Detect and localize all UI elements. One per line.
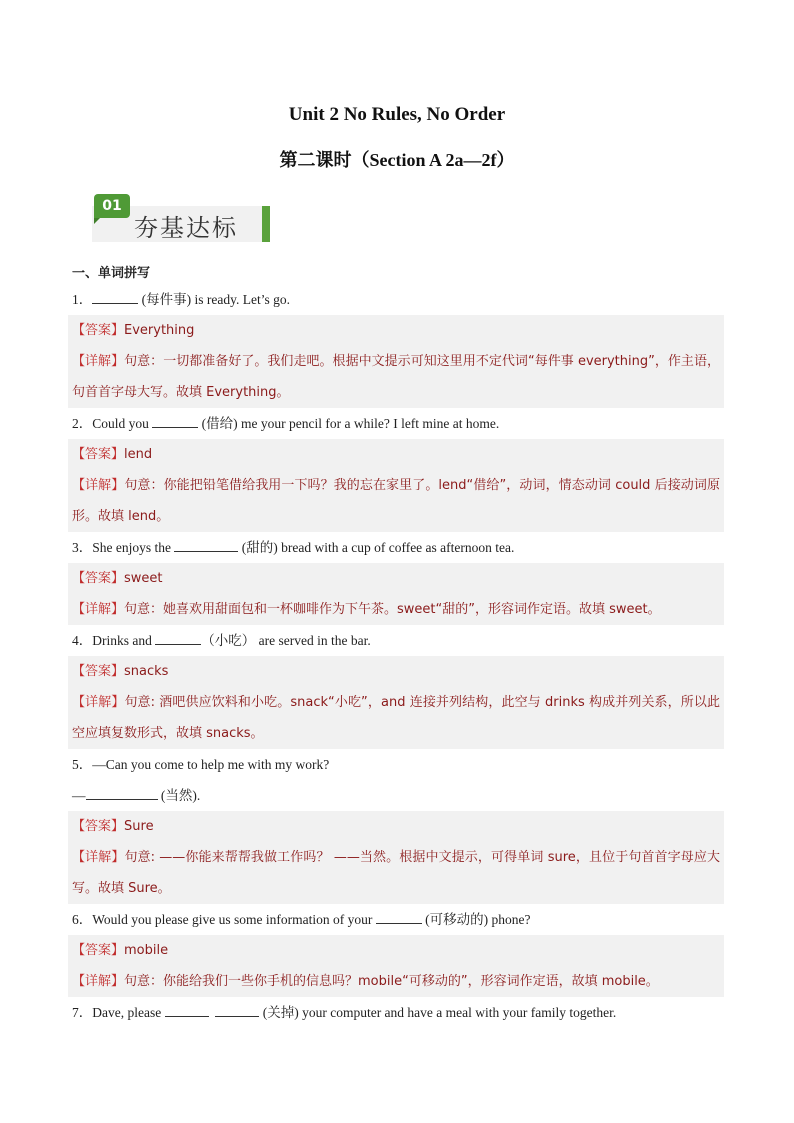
- question-number: 5．: [72, 757, 93, 772]
- answer-box-4: [68, 656, 724, 749]
- section-banner: [84, 190, 272, 244]
- answer-line: 【答案】snacks: [72, 664, 169, 679]
- question-7: 7．Dave, please (关掉) your computer and have a meal with your family together.: [72, 1005, 617, 1020]
- section-heading: 一、单词拼写: [72, 266, 151, 281]
- question-number: 4．: [72, 633, 93, 648]
- question-4: 4．Drinks and （小吃） are served in the bar.: [72, 633, 371, 648]
- question-number: 1．: [72, 292, 93, 307]
- answer-blank: [165, 1004, 209, 1017]
- page-title: Unit 2 No Rules, No Order: [288, 104, 506, 125]
- answer-blank: [376, 911, 422, 924]
- banner-accent-bar: [262, 206, 270, 242]
- detail-text: 【详解】句意：一切都准备好了。我们走吧。根据中文提示可知这里用不定代词“每件事 everything”，作主语，句首首字母大写。故填 Everything。: [72, 354, 720, 400]
- answer-box-6: [68, 935, 724, 997]
- answer-line: 【答案】Sure: [72, 819, 154, 834]
- answer-blank: [215, 1004, 259, 1017]
- answer-line: 【答案】sweet: [72, 571, 163, 586]
- question-list: [68, 284, 724, 1028]
- answer-blank: [92, 291, 138, 304]
- question-number: 6．: [72, 912, 93, 927]
- detail-text: 【详解】句意：你能把铅笔借给我用一下吗？我的忘在家里了。lend“借给”，动词，情态动词 could 后接动词原形。故填 lend。: [72, 478, 720, 524]
- answer-blank: [155, 632, 201, 645]
- question-5-response: — (当然).: [72, 788, 201, 803]
- banner-number-badge: 01: [94, 194, 130, 218]
- detail-text: 【详解】句意: 酒吧供应饮料和小吃。snack“小吃”，and 连接并列结构，此空与 drinks 构成并列关系，所以此空应填复数形式，故填 snacks。: [72, 695, 720, 741]
- question-5: 5．—Can you come to help me with my work?: [72, 757, 330, 772]
- answer-blank: [174, 539, 238, 552]
- question-number: 2．: [72, 416, 93, 431]
- detail-text: 【详解】句意：她喜欢用甜面包和一杯咖啡作为下午茶。sweet“甜的”，形容词作定语。故填 sweet。: [72, 602, 661, 617]
- answer-line: 【答案】mobile: [72, 943, 169, 958]
- question-1: 1． (每件事) is ready. Let’s go.: [72, 292, 290, 307]
- question-number: 3．: [72, 540, 93, 555]
- detail-text: 【详解】句意：你能给我们一些你手机的信息吗？mobile“可移动的”，形容词作定语，故填 mobile。: [72, 974, 659, 989]
- question-6: 6．Would you please give us some information of your (可移动的) phone?: [72, 912, 531, 927]
- answer-blank: [152, 415, 198, 428]
- answer-line: 【答案】Everything: [72, 323, 195, 338]
- answer-box-3: [68, 563, 724, 625]
- question-2: 2．Could you (借给) me your pencil for a while? I left mine at home.: [72, 416, 500, 431]
- answer-box-2: [68, 439, 724, 532]
- answer-box-1: [68, 315, 724, 408]
- detail-text: 【详解】句意: ——你能来帮帮我做工作吗？ ——当然。根据中文提示，可得单词 sure，且位于句首首字母应大写。故填 Sure。: [72, 850, 720, 896]
- answer-blank: [86, 787, 158, 800]
- banner-title: 夯基达标: [134, 214, 238, 242]
- answer-line: 【答案】lend: [72, 447, 153, 462]
- question-3: 3．She enjoys the (甜的) bread with a cup of coffee as afternoon tea.: [72, 540, 515, 555]
- question-number: 7．: [72, 1005, 93, 1020]
- page-subtitle: 第二课时（Section A 2a—2f）: [279, 150, 515, 170]
- answer-box-5: [68, 811, 724, 904]
